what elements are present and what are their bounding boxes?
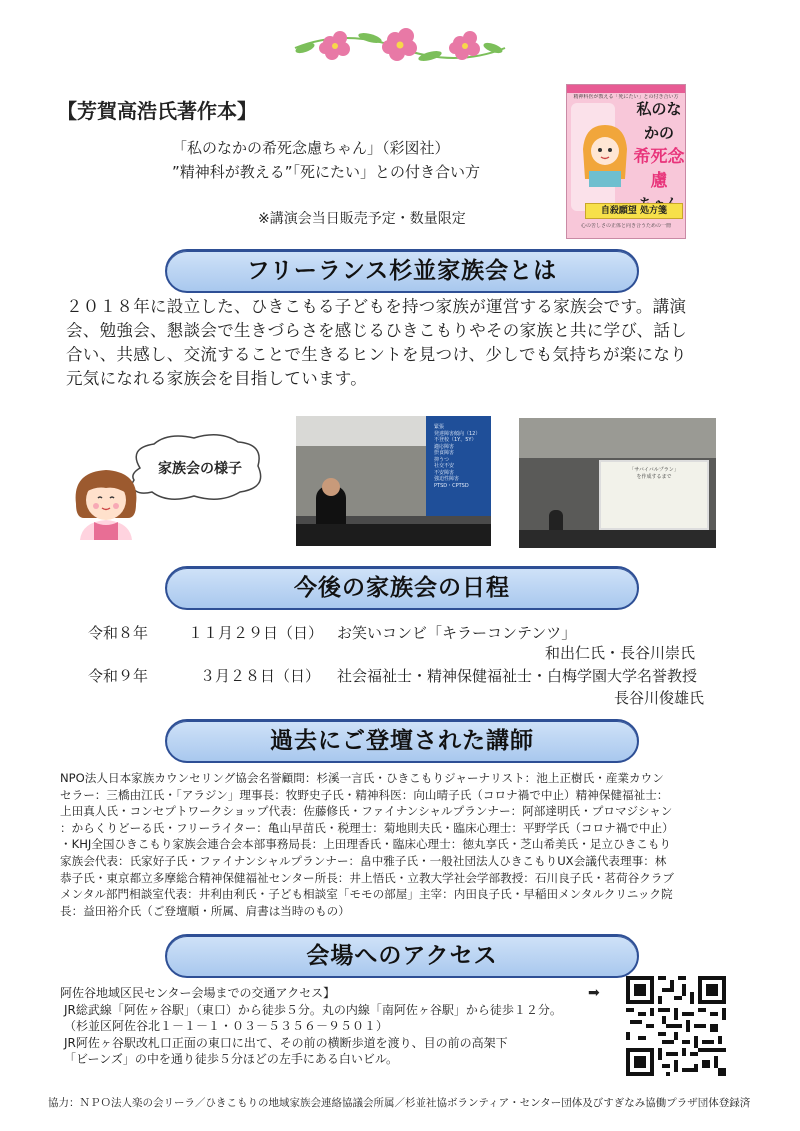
schedule-2-date: ３月２８日（日） (200, 667, 321, 685)
about-section-title: フリーランス杉並家族会とは (165, 249, 639, 293)
sales-note: ※講演会当日販売予定・数量限定 (258, 211, 466, 227)
book-cover-band: 自殺願望 処方箋 (585, 203, 683, 219)
slide2-line-1: 「サバイバルプラン」 (629, 467, 679, 473)
about-line-4: 元気になれる家族会を目指しています。 (66, 369, 368, 388)
book-cover-bottom-text: 心の苦しさの正体と向き合うための一冊 (580, 223, 671, 229)
projected-slide-1 (426, 416, 491, 516)
meeting-photo-1 (296, 416, 491, 546)
lecturers-line-8: メンタル部門相談室代表：井利由利氏・子ども相談室「モモの部屋」主宰：内田良子氏・早稲田メンタルクリニック院 (60, 887, 673, 902)
schedule-1-desc: お笑いコンビ「キラーコンテンツ」 (337, 624, 577, 642)
slide1-line-10: PTSD・CPTSD (434, 482, 469, 489)
lecturers-line-9: 長：益田裕介氏（ご登壇順・所属、肩書は当時のもの） (60, 903, 350, 918)
book-cover-title-2: 希死念慮 (633, 147, 685, 191)
about-line-1: ２０１８年に設立した、ひきこもる子どもを持つ家族が運営する家族会です。講演 (66, 297, 687, 316)
flower-garland-decoration (285, 18, 515, 70)
slide1-line-5: 摂食障害 (434, 450, 455, 456)
lecturers-section-title: 過去にご登壇された講師 (165, 719, 639, 763)
slide1-line-9: 強迫性障害 (434, 476, 460, 482)
book-cover-image (566, 84, 686, 239)
access-line-3: （杉並区阿佐谷北１－１－１・０３－５３５６－９５０１） (64, 1019, 389, 1033)
schedule-1-era: 令和８年 (88, 624, 149, 642)
footer-credits: 協力：ＮＰＯ法人楽の会リーラ／ひきこもりの地域家族会連絡協議会所属／杉並社協ボランティア・センター団体及びすぎなみ協働プラザ団体登録済 (48, 1097, 751, 1109)
access-line-2: JR総武線「阿佐ヶ谷駅」（東口）から徒歩５分。丸の内線「南阿佐ヶ谷駅」から徒歩１２分。 (64, 1002, 562, 1017)
girl-illustration-icon (575, 119, 635, 189)
lecturers-line-2: セラー：三橋由江氏・「アラジン」理事長：牧野史子氏・精神科医：向山晴子氏（コロナ禍で中止）精神保健福祉士： (60, 787, 669, 802)
books-heading: 【芳賀高浩氏著作本】 (57, 99, 257, 123)
access-info (60, 985, 600, 1068)
schedule-2-desc: 社会福祉士・精神保健福祉士・白梅学園大学名誉教授 (337, 667, 698, 685)
slide1-line-4: 適応障害 (434, 443, 455, 450)
lecturers-line-5: ・KHJ全国ひきこもり家族会連合会本部事務局長：上田理香氏・臨床心理士：徳丸享氏・芝山希美氏・足立ひきこもり (60, 837, 672, 852)
lecturers-line-1: NPO法人日本家族カウンセリング協会名誉顧問：杉溪一言氏・ひきこもりジャーナリスト：池上正樹氏・産業カウン (60, 771, 664, 785)
about-line-2: 会、勉強会、懇談会で生きづらさを感じるひきこもりやその家族と共に学び、話し (66, 321, 687, 340)
qr-code[interactable] (626, 976, 726, 1076)
lecturers-line-4: ：からくりどーる氏・フリーライター：亀山早苗氏・税理士：菊地則夫氏・臨床心理士：平野学氏（コロナ禍で中止） (60, 820, 674, 835)
arrow-icon: ➡ (588, 985, 600, 1001)
slide1-line-8: 不安障害 (434, 469, 455, 476)
meeting-photo-2 (519, 418, 716, 548)
about-line-3: 合い、共感し、交流することで生きるヒントを見つけ、少しでも気持ちが楽になり (66, 345, 687, 364)
slide1-line-1: 緊張 (434, 424, 445, 430)
schedule-1-date: １１月２９日（日） (188, 624, 324, 642)
slide1-line-6: 抑うつ (434, 456, 450, 463)
slide1-line-2: 発達障害傾向（12） (434, 430, 481, 437)
book-title-1: 「私のなかの希死念慮ちゃん」（彩図社） (172, 139, 450, 157)
access-line-1: 阿佐谷地域区民センター会場までの交通アクセス】 (60, 986, 336, 1000)
schedule-2-era: 令和９年 (88, 667, 149, 685)
access-line-4: JR阿佐ヶ谷駅改札口正面の東口に出て、その前の横断歩道を渡り、目の前の高架下 (64, 1035, 508, 1050)
schedule-1-speaker: 和出仁氏・長谷川崇氏 (545, 644, 696, 662)
about-description (66, 295, 756, 391)
access-line-5: 「ビーンズ」の中を通り徒歩５分ほどの左手にある白いビル。 (64, 1052, 398, 1066)
lecturers-line-6: 家族会代表：氏家好子氏・ファイナンシャルプランナー：畠中雅子氏・一般社団法人ひきこもりUX会議代表理事：林 (60, 853, 667, 868)
lecturers-list (60, 770, 750, 919)
schedule-2-speaker: 長谷川俊雄氏 (614, 689, 705, 707)
book-cover-top-text: 精神科医が教える「死にたい」との付き合い方 (573, 94, 679, 100)
slide1-line-7: 社交不安 (434, 463, 455, 469)
bubble-label: 家族会の様子 (158, 461, 242, 477)
schedule-section-title: 今後の家族会の日程 (165, 566, 639, 610)
slide2-line-2: を作成するまで (636, 473, 672, 480)
lecturers-line-3: 上田真人氏・コンセプトワークショップ代表：佐藤修氏・ファイナンシャルプランナー：阿部達明氏・プロマジシャン (60, 804, 673, 819)
book-cover-title-1: 私のなかの (636, 100, 682, 142)
projected-slide-2 (599, 460, 709, 530)
lecturers-line-7: 恭子氏・東京都立多摩総合精神保健福祉センター所長：井上悟氏・立教大学社会学部教授：石川良子氏・茗荷谷クラブ (60, 870, 675, 885)
slide1-line-3: 不登校（1Y、5Y） (434, 437, 477, 443)
access-section-title: 会場へのアクセス (165, 934, 639, 978)
woman-illustration-icon (66, 462, 146, 540)
book-title-2: ”精神科が教える”「死にたい」との付き合い方 (172, 163, 481, 181)
